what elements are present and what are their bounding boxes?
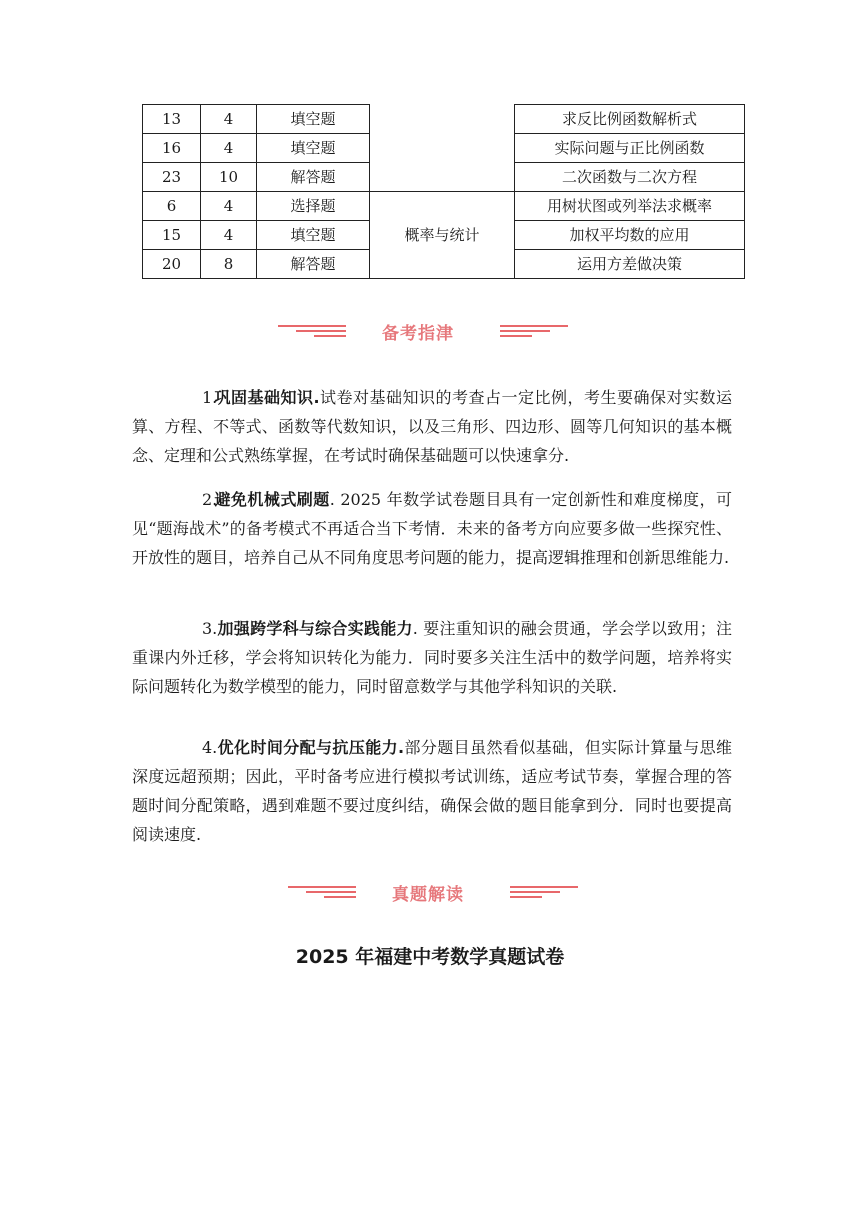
question-type: 选择题 <box>257 192 370 221</box>
tip-lead: 避免机械式刷题 <box>214 490 330 509</box>
question-score: 4 <box>201 134 257 163</box>
question-type: 解答题 <box>257 250 370 279</box>
decorative-lines-left <box>288 884 356 898</box>
section-title: 真题解读 <box>392 885 464 905</box>
table-row <box>143 192 745 221</box>
question-number: 15 <box>143 221 201 250</box>
tip-lead: 优化时间分配与抗压能力. <box>217 738 405 757</box>
tip-text: 部分题目虽然看似基础，但实际计算量与思维深度远超预期；因此，平时备考应进行模拟考试训练，适应考试节奏，掌握合理的答题时间分配策略，遇到难题不要过度纠结，确保会做的题目能拿到分．同时也要提高阅读速度. <box>132 738 732 844</box>
question-score: 4 <box>201 192 257 221</box>
question-type: 填空题 <box>257 221 370 250</box>
document-title: 2025 年福建中考数学真题试卷 <box>295 946 565 968</box>
group-label: 概率与统计 <box>370 192 515 279</box>
question-number: 23 <box>143 163 201 192</box>
question-type: 填空题 <box>257 105 370 134</box>
section-header-exam-analysis <box>288 880 578 904</box>
question-score: 8 <box>201 250 257 279</box>
tip-number: 2. <box>202 490 218 509</box>
question-number: 20 <box>143 250 201 279</box>
group-cell-empty <box>370 105 515 192</box>
question-score: 10 <box>201 163 257 192</box>
question-number: 13 <box>143 105 201 134</box>
question-topic: 求反比例函数解析式 <box>515 105 745 134</box>
question-topic: 加权平均数的应用 <box>515 221 745 250</box>
question-topic: 用树状图或列举法求概率 <box>515 192 745 221</box>
section-header-prep-guide <box>278 319 568 343</box>
tip-paragraph-1 <box>132 383 732 470</box>
tip-text: . 2025 年数学试卷题目具有一定创新性和难度梯度，可见“题海战术”的备考模式不再适合当下考情．未来的备考方向应要多做一些探究性、开放性的题目，培养自己从不同角度思考问题的能力，提高逻辑推理和创新思维能力. <box>132 490 732 567</box>
tip-paragraph-2 <box>132 485 732 572</box>
question-score: 4 <box>201 105 257 134</box>
tip-lead: 巩固基础知识. <box>214 388 320 407</box>
tip-number: 4. <box>202 738 218 757</box>
tip-lead: 加强跨学科与综合实践能力 <box>217 619 413 638</box>
tip-paragraph-4 <box>132 733 732 849</box>
tip-text: 试卷对基础知识的考查占一定比例，考生要确保对实数运算、方程、不等式、函数等代数知识，以及三角形、四边形、圆等几何知识的基本概念、定理和公式熟练掌握，在考试时确保基础题可以快速拿分. <box>132 388 732 465</box>
decorative-lines-left <box>278 323 346 337</box>
question-topic: 运用方差做决策 <box>515 250 745 279</box>
tip-text: . 要注重知识的融会贯通，学会学以致用；注重课内外迁移，学会将知识转化为能力．同时要多关注生活中的数学问题，培养将实际问题转化为数学模型的能力，同时留意数学与其他学科知识的关联. <box>132 619 732 696</box>
tip-number: 1. <box>202 388 218 407</box>
question-number: 6 <box>143 192 201 221</box>
question-type: 解答题 <box>257 163 370 192</box>
question-score: 4 <box>201 221 257 250</box>
table-row <box>143 105 745 134</box>
question-topic: 实际问题与正比例函数 <box>515 134 745 163</box>
decorative-lines-right <box>500 323 568 337</box>
tip-number: 3. <box>202 619 218 638</box>
question-number: 16 <box>143 134 201 163</box>
section-title: 备考指津 <box>382 324 454 344</box>
tip-paragraph-3 <box>132 614 732 701</box>
question-topic: 二次函数与二次方程 <box>515 163 745 192</box>
decorative-lines-right <box>510 884 578 898</box>
question-type: 填空题 <box>257 134 370 163</box>
score-table <box>142 104 745 279</box>
